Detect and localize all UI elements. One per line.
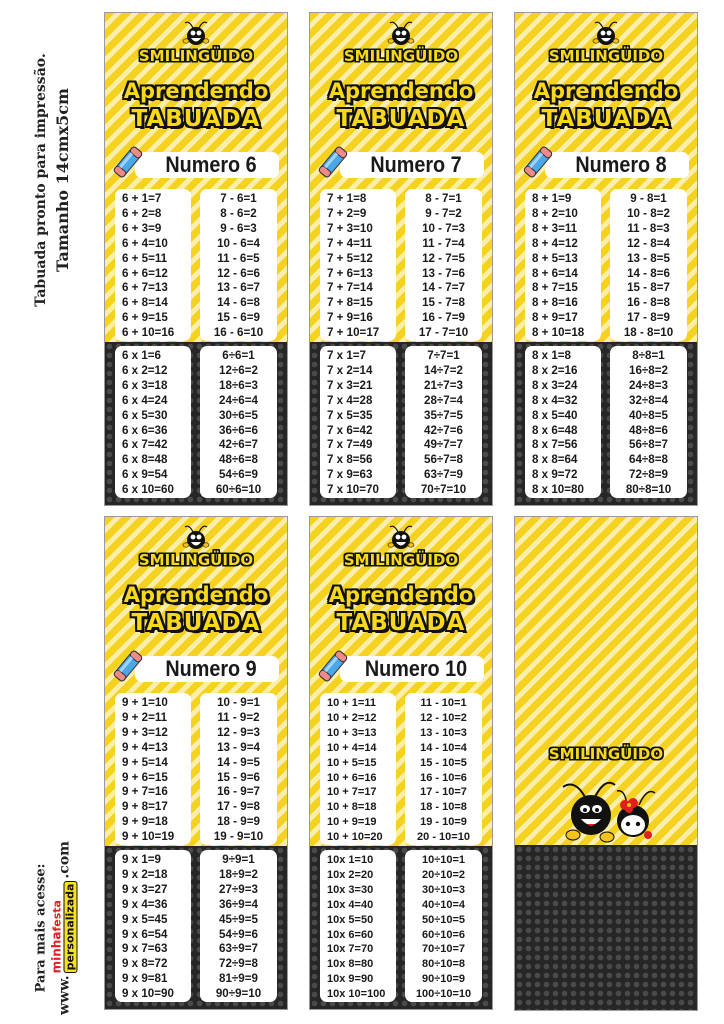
equation: 9 x 3=27	[122, 882, 168, 896]
addition-table	[115, 693, 191, 845]
tabuada-card	[514, 12, 698, 506]
equation: 7 x 3=21	[327, 378, 373, 392]
equation: 6 + 6=12	[122, 266, 168, 280]
equation: 9 x 1=9	[122, 853, 162, 866]
equation: 6 + 10=16	[122, 326, 175, 340]
equation: 90÷9=10	[215, 987, 262, 1001]
equation: 7 x 9=63	[327, 468, 373, 482]
equation: 17 - 10=7	[420, 786, 467, 799]
equation: 6 x 4=24	[122, 393, 168, 407]
equation: 18 - 10=8	[420, 801, 467, 814]
equation: 9 x 6=54	[122, 927, 168, 941]
equation: 6 x 1=6	[122, 349, 162, 362]
equation: 14 - 7=7	[422, 281, 465, 295]
equation: 7 + 3=10	[327, 221, 373, 235]
mascot-icon	[386, 523, 416, 553]
title-aprendendo: Aprendendo	[123, 583, 269, 607]
equation: 13 - 10=3	[420, 726, 467, 739]
equation: 17 - 7=10	[418, 326, 469, 340]
equation: 6 x 3=18	[122, 378, 168, 392]
equation: 8 x 6=48	[532, 423, 578, 437]
equation: 30÷10=3	[421, 883, 466, 896]
equation: 36÷6=6	[219, 423, 258, 437]
equation: 10x 5=50	[327, 913, 374, 926]
website-prefix: www.	[56, 974, 72, 1015]
equation: 8 x 10=80	[532, 483, 584, 497]
equation: 10x 7=70	[327, 943, 374, 956]
logo-personalizada: personalizada	[64, 880, 78, 973]
equation: 63÷7=9	[424, 468, 463, 482]
equation: 60÷6=10	[215, 483, 262, 497]
equation: 24÷6=4	[219, 393, 258, 407]
equation: 7 + 10=17	[327, 326, 380, 340]
number-banner	[340, 656, 484, 682]
equation: 14 - 10=4	[420, 741, 467, 754]
equation: 40÷10=4	[421, 898, 466, 911]
equation: 49÷7=7	[424, 438, 463, 452]
equation: 10 - 6=4	[217, 236, 260, 250]
equation: 10x 8=80	[327, 958, 374, 971]
equation: 6 + 8=14	[122, 296, 168, 310]
equation: 10 - 9=1	[217, 696, 260, 709]
equation: 10x 3=30	[327, 883, 374, 896]
brand-logo: SMILINGÜIDO	[138, 551, 254, 569]
equation: 11 - 8=3	[627, 221, 670, 235]
equation: 8 x 5=40	[532, 408, 578, 422]
equation: 7÷7=1	[427, 349, 460, 362]
addition-table	[320, 693, 396, 845]
number-label: Numero 9	[165, 656, 257, 681]
division-table	[200, 850, 277, 1002]
equation: 27÷9=3	[219, 882, 258, 896]
equation: 6 + 4=10	[122, 236, 168, 250]
equation: 10 + 3=13	[327, 726, 377, 739]
equation: 9÷9=1	[222, 853, 255, 866]
equation: 7 x 10=70	[327, 483, 379, 497]
tabuada-card	[309, 12, 493, 506]
equation: 11 - 7=4	[422, 236, 465, 250]
number-label: Numero 10	[364, 656, 468, 681]
title-tabuada: TABUADA	[336, 106, 466, 132]
equation: 7 + 6=13	[327, 266, 373, 280]
equation: 10 + 1=11	[327, 697, 376, 709]
subtraction-table	[610, 189, 687, 341]
equation: 9 + 6=15	[122, 770, 168, 784]
website-suffix: .com	[56, 840, 72, 879]
equation: 28÷7=4	[424, 393, 463, 407]
equation: 9 x 10=90	[122, 987, 174, 1001]
equation: 6 + 9=15	[122, 311, 168, 325]
equation: 16 - 10=6	[420, 771, 467, 784]
mascot-icon	[386, 19, 416, 49]
equation: 11 - 10=1	[420, 697, 467, 709]
equation: 72÷9=8	[219, 957, 258, 971]
equation: 7 x 6=42	[327, 423, 373, 437]
equation: 14 - 8=6	[627, 266, 670, 280]
mascot-icon	[181, 19, 211, 49]
equation: 10 + 6=16	[327, 771, 377, 784]
eraser-icon	[318, 144, 348, 180]
equation: 11 - 9=2	[217, 710, 260, 724]
equation: 8 + 10=18	[532, 326, 585, 340]
equation: 9 + 7=16	[122, 785, 168, 799]
equation: 14÷7=2	[424, 363, 463, 377]
equation: 10x 4=40	[327, 898, 374, 911]
equation: 48÷6=8	[219, 453, 258, 467]
title-tabuada: TABUADA	[541, 106, 671, 132]
equation: 18 - 9=9	[217, 815, 260, 829]
equation: 9 + 5=14	[122, 755, 168, 769]
equation: 9 + 10=19	[122, 830, 175, 844]
tabuada-card	[309, 516, 493, 1010]
equation: 7 x 8=56	[327, 453, 373, 467]
equation: 9 x 2=18	[122, 867, 168, 881]
equation: 64÷8=8	[629, 453, 668, 467]
equation: 12 - 9=3	[217, 725, 260, 739]
equation: 12 - 7=5	[422, 251, 465, 265]
equation: 9 + 9=18	[122, 815, 168, 829]
mascot-icon	[591, 19, 621, 49]
equation: 7 x 2=14	[327, 363, 373, 377]
equation: 10 + 4=14	[327, 741, 377, 754]
equation: 14 - 6=8	[217, 296, 260, 310]
equation: 6 x 2=12	[122, 363, 168, 377]
equation: 6 x 8=48	[122, 453, 168, 467]
brand-logo: SMILINGÜIDO	[343, 551, 459, 569]
equation: 10x 9=90	[327, 973, 374, 986]
equation: 14 - 9=5	[217, 755, 260, 769]
title-tabuada: TABUADA	[131, 610, 261, 636]
print-instructions-line1: Tabuada pronto para impressão.	[33, 53, 49, 307]
number-banner	[340, 152, 484, 178]
equation: 19 - 10=9	[420, 816, 467, 829]
equation: 100÷10=10	[415, 988, 472, 1001]
equation: 7 + 2=9	[327, 206, 367, 220]
division-table	[200, 346, 277, 498]
mascot-icon	[181, 523, 211, 553]
equation: 10 + 7=17	[327, 786, 377, 799]
equation: 8 + 3=11	[532, 221, 578, 235]
equation: 50÷10=5	[421, 913, 466, 926]
division-table	[405, 850, 482, 1002]
equation: 18÷6=3	[219, 378, 258, 392]
equation: 70÷7=10	[420, 483, 467, 497]
eraser-icon	[318, 648, 348, 684]
equation: 6 x 6=36	[122, 423, 168, 437]
print-instructions	[27, 20, 77, 340]
equation: 24÷8=3	[629, 378, 668, 392]
number-label: Numero 8	[575, 152, 667, 177]
equation: 6 x 9=54	[122, 468, 168, 482]
brand-logo: SMILINGÜIDO	[548, 47, 664, 65]
tabuada-card	[104, 516, 288, 1010]
equation: 8 + 5=13	[532, 251, 578, 265]
equation: 8 x 3=24	[532, 378, 578, 392]
equation: 7 + 1=8	[327, 192, 367, 205]
logo-festa: festa	[50, 899, 64, 932]
equation: 63÷9=7	[219, 942, 258, 956]
subtraction-table	[405, 693, 482, 845]
equation: 7 + 9=16	[327, 311, 373, 325]
equation: 8 + 1=9	[532, 192, 572, 205]
equation: 6 x 7=42	[122, 438, 168, 452]
equation: 56÷8=7	[629, 438, 668, 452]
equation: 10 + 9=19	[327, 816, 377, 829]
brand-logo: SMILINGÜIDO	[343, 47, 459, 65]
equation: 8 x 9=72	[532, 468, 578, 482]
equation: 9 - 7=2	[425, 206, 462, 220]
equation: 7 + 8=15	[327, 296, 373, 310]
equation: 8 x 8=64	[532, 453, 578, 467]
multiplication-table	[320, 850, 396, 1002]
equation: 7 x 5=35	[327, 408, 373, 422]
equation: 6 x 5=30	[122, 408, 168, 422]
equation: 19 - 9=10	[213, 830, 264, 844]
equation: 18 - 8=10	[623, 326, 674, 340]
division-table	[405, 346, 482, 498]
equation: 21÷7=3	[424, 378, 463, 392]
equation: 10 - 8=2	[627, 206, 670, 220]
equation: 13 - 9=4	[217, 740, 260, 754]
eraser-icon	[113, 144, 143, 180]
subtraction-table	[200, 693, 277, 845]
equation: 10x 6=60	[327, 928, 374, 941]
equation: 45÷9=5	[219, 912, 258, 926]
eraser-icon	[523, 144, 553, 180]
equation: 6÷6=1	[222, 349, 255, 362]
equation: 8 x 4=32	[532, 393, 578, 407]
multiplication-table	[320, 346, 396, 498]
equation: 8 - 7=1	[425, 192, 462, 205]
equation: 15 - 9=6	[217, 770, 260, 784]
equation: 12 - 8=4	[627, 236, 670, 250]
equation: 54÷6=9	[219, 468, 258, 482]
print-size-line: Tamanho 14cmx5cm	[53, 88, 72, 272]
dotted-footer	[515, 845, 697, 1010]
equation: 8 + 8=16	[532, 296, 578, 310]
title-tabuada: TABUADA	[336, 610, 466, 636]
tabuada-card	[104, 12, 288, 506]
equation: 6 + 7=13	[122, 281, 168, 295]
equation: 16÷8=2	[629, 363, 668, 377]
equation: 8 + 4=12	[532, 236, 578, 250]
equation: 6 x 10=60	[122, 483, 174, 497]
equation: 35÷7=5	[424, 408, 463, 422]
addition-table	[115, 189, 191, 341]
equation: 13 - 8=5	[627, 251, 670, 265]
equation: 6 + 3=9	[122, 221, 162, 235]
equation: 9 + 8=17	[122, 800, 168, 814]
number-label: Numero 6	[165, 152, 257, 177]
division-table	[610, 346, 687, 498]
equation: 10 + 8=18	[327, 801, 377, 814]
equation: 12÷6=2	[219, 363, 258, 377]
mascot-pair-icon	[555, 777, 665, 847]
subtraction-table	[405, 189, 482, 341]
multiplication-table	[115, 850, 191, 1002]
equation: 10 + 2=12	[327, 711, 377, 724]
eraser-icon	[113, 648, 143, 684]
site-logo	[51, 880, 78, 973]
equation: 80÷10=8	[421, 958, 466, 971]
equation: 7 x 7=49	[327, 438, 373, 452]
title-aprendendo: Aprendendo	[533, 79, 679, 103]
equation: 7 + 5=12	[327, 251, 373, 265]
equation: 9 x 8=72	[122, 957, 168, 971]
website-note	[20, 840, 90, 1015]
equation: 12 - 10=2	[420, 711, 467, 724]
equation: 32÷8=4	[629, 393, 668, 407]
equation: 6 + 2=8	[122, 206, 162, 220]
website-link[interactable]	[51, 841, 78, 1015]
equation: 17 - 8=9	[627, 311, 670, 325]
equation: 13 - 7=6	[422, 266, 465, 280]
equation: 16 - 6=10	[213, 326, 264, 340]
equation: 9 + 4=13	[122, 740, 168, 754]
equation: 17 - 9=8	[217, 800, 260, 814]
addition-table	[320, 189, 396, 341]
equation: 16 - 8=8	[627, 296, 670, 310]
equation: 7 x 4=28	[327, 393, 373, 407]
equation: 90÷10=9	[421, 973, 466, 986]
equation: 42÷6=7	[219, 438, 258, 452]
number-label: Numero 7	[370, 152, 462, 177]
equation: 9 x 4=36	[122, 897, 168, 911]
equation: 48÷8=6	[629, 423, 668, 437]
equation: 7 + 4=11	[327, 236, 373, 250]
equation: 8÷8=1	[632, 349, 665, 362]
equation: 8 + 9=17	[532, 311, 578, 325]
equation: 80÷8=10	[625, 483, 672, 497]
equation: 20÷10=2	[421, 868, 466, 881]
equation: 70÷10=7	[421, 943, 466, 956]
equation: 8 x 2=16	[532, 363, 578, 377]
equation: 15 - 8=7	[627, 281, 670, 295]
equation: 16 - 7=9	[422, 311, 465, 325]
equation: 10x 2=20	[327, 868, 374, 881]
equation: 10x 1=10	[327, 854, 374, 866]
equation: 9 x 7=63	[122, 942, 168, 956]
equation: 9 x 5=45	[122, 912, 168, 926]
equation: 60÷10=6	[421, 928, 466, 941]
equation: 42÷7=6	[424, 423, 463, 437]
equation: 18÷9=2	[219, 867, 258, 881]
equation: 10÷10=1	[421, 854, 466, 866]
equation: 8 x 1=8	[532, 349, 572, 362]
brand-logo: SMILINGÜIDO	[138, 47, 254, 65]
equation: 8 x 7=56	[532, 438, 578, 452]
equation: 7 + 7=14	[327, 281, 373, 295]
multiplication-table	[525, 346, 601, 498]
equation: 36÷9=4	[219, 897, 258, 911]
multiplication-table	[115, 346, 191, 498]
equation: 15 - 7=8	[422, 296, 465, 310]
number-banner	[545, 152, 689, 178]
equation: 54÷9=6	[219, 927, 258, 941]
number-banner	[135, 656, 279, 682]
equation: 6 + 1=7	[122, 192, 162, 205]
equation: 20 - 10=10	[417, 831, 470, 844]
equation: 15 - 6=9	[217, 311, 260, 325]
equation: 81÷9=9	[219, 972, 258, 986]
brand-logo: SMILINGÜIDO	[548, 745, 664, 763]
equation: 9 + 3=12	[122, 725, 168, 739]
equation: 9 + 1=10	[122, 696, 168, 709]
title-aprendendo: Aprendendo	[123, 79, 269, 103]
equation: 9 x 9=81	[122, 972, 168, 986]
equation: 8 - 6=2	[220, 206, 257, 220]
equation: 7 x 1=7	[327, 349, 367, 362]
equation: 15 - 10=5	[420, 756, 467, 769]
equation: 10 + 10=20	[327, 831, 383, 844]
equation: 8 + 6=14	[532, 266, 578, 280]
title-aprendendo: Aprendendo	[328, 583, 474, 607]
equation: 10 - 7=3	[422, 221, 465, 235]
equation: 6 + 5=11	[122, 251, 168, 265]
equation: 10x 10=100	[327, 988, 386, 1001]
equation: 72÷8=9	[629, 468, 668, 482]
back-cover-card	[514, 516, 698, 1011]
equation: 9 - 6=3	[220, 221, 257, 235]
title-aprendendo: Aprendendo	[328, 79, 474, 103]
equation: 12 - 6=6	[217, 266, 260, 280]
equation: 8 + 2=10	[532, 206, 578, 220]
addition-table	[525, 189, 601, 341]
equation: 40÷8=5	[629, 408, 668, 422]
equation: 7 - 6=1	[220, 192, 257, 205]
equation: 30÷6=5	[219, 408, 258, 422]
equation: 11 - 6=5	[217, 251, 260, 265]
equation: 8 + 7=15	[532, 281, 578, 295]
subtraction-table	[200, 189, 277, 341]
equation: 9 + 2=11	[122, 710, 168, 724]
equation: 13 - 6=7	[217, 281, 260, 295]
equation: 56÷7=8	[424, 453, 463, 467]
number-banner	[135, 152, 279, 178]
equation: 16 - 9=7	[217, 785, 260, 799]
logo-minha: minha	[49, 931, 64, 973]
equation: 10 + 5=15	[327, 756, 377, 769]
equation: 9 - 8=1	[630, 192, 667, 205]
title-tabuada: TABUADA	[131, 106, 261, 132]
website-note-label: Para mais acesse:	[33, 863, 49, 992]
